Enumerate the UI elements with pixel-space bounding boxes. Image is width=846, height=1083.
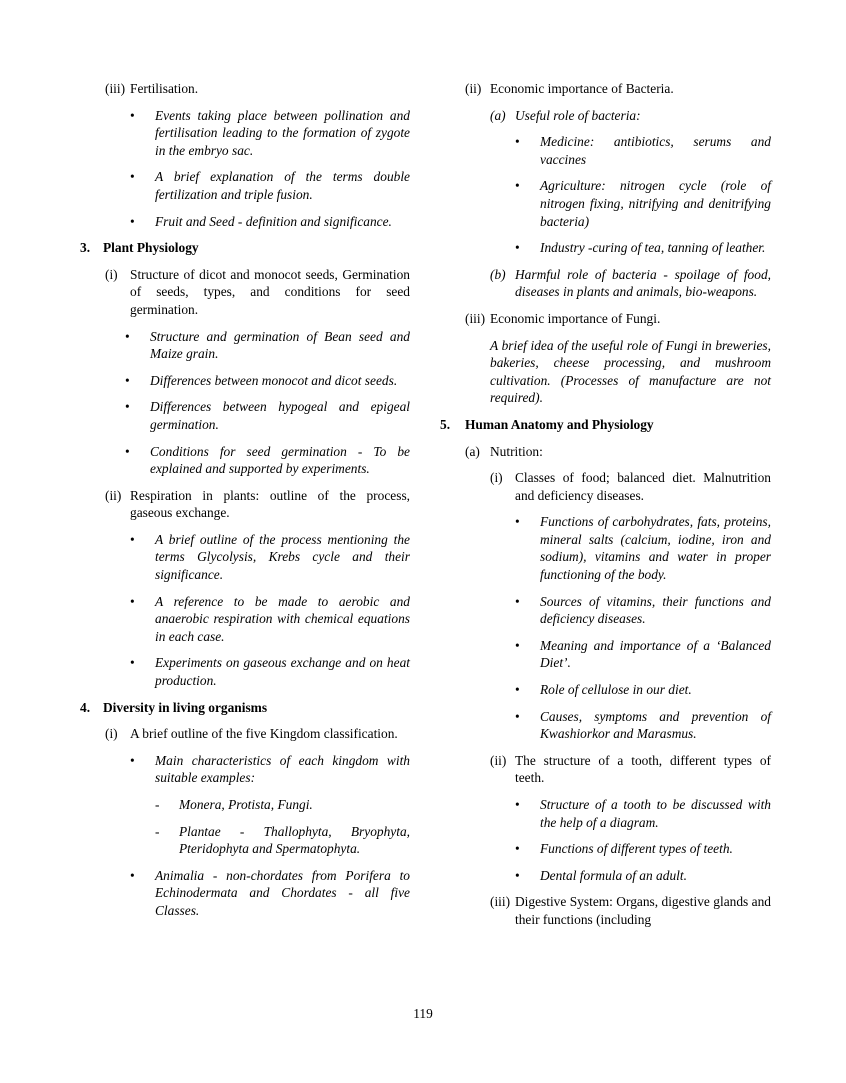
list-item (155, 823, 410, 858)
subsection (465, 80, 771, 98)
bullet-icon: • (125, 443, 130, 459)
subsection (490, 266, 771, 301)
subsection (105, 725, 410, 743)
bullet-text: Fruit and Seed - definition and significance. (155, 213, 392, 229)
bullet-text: Conditions for seed germination - To be explained and supported by experiments. (150, 443, 410, 477)
bullet-icon: • (515, 134, 520, 150)
bullet-text: Medicine: antibiotics, serums and vaccines (540, 134, 771, 167)
bullet-icon: • (125, 399, 130, 415)
bullet-icon: • (130, 169, 135, 185)
bullet-icon: • (515, 797, 520, 812)
bullet-text: Functions of different types of teeth. (540, 841, 733, 857)
page-number: 119 (413, 1006, 433, 1021)
list-item (125, 398, 410, 433)
list-item (130, 654, 410, 689)
list-item (130, 752, 410, 787)
item-text: A brief outline of the five Kingdom classification. (130, 726, 398, 742)
item-text: Digestive System: Organs, digestive glands and their functions (including (515, 894, 771, 927)
bullet-icon: • (515, 708, 520, 724)
list-item (130, 867, 410, 920)
bullet-text: Dental formula of an adult. (540, 867, 687, 883)
list-item (130, 107, 410, 160)
bullet-icon: • (515, 178, 520, 194)
bullet-text: Agriculture: nitrogen cycle (role of nitrogen fixing, nitrifying and denitrifying bacteria) (540, 178, 771, 229)
bullet-text: Sources of vitamins, their functions and deficiency diseases. (540, 593, 771, 627)
item-text: Structure of dicot and monocot seeds, Germination of seeds, types, and conditions for seed germination. (130, 266, 410, 317)
item-label: (i) (105, 726, 118, 742)
dash-text: Plantae - Thallophyta, Bryophyta, Pteridophyta and Spermatophyta. (179, 823, 410, 857)
section-heading (80, 239, 410, 257)
section-number: 4. (80, 699, 91, 715)
section-title: Diversity in living organisms (103, 699, 268, 715)
list-item (515, 239, 771, 257)
list-item (130, 168, 410, 203)
list-item (515, 637, 771, 672)
bullet-icon: • (130, 655, 135, 671)
item-text: Nutrition: (490, 443, 543, 459)
item-text: Fertilisation. (130, 81, 199, 96)
bullet-icon: • (130, 867, 135, 883)
bullet-text: Functions of carbohydrates, fats, proteins, mineral salts (calcium, iodine, iron and sodium), vitamins and water in proper functioning of the body. (540, 514, 771, 583)
subsection (465, 443, 771, 461)
item-label: (iii) (490, 894, 511, 910)
list-item (125, 328, 410, 363)
bullet-text: Differences between hypogeal and epigeal germination. (150, 399, 410, 432)
bullet-text: Main characteristics of each kingdom with suitable examples: (155, 752, 410, 786)
list-item (515, 681, 771, 699)
right-column (440, 80, 771, 929)
list-item (125, 443, 410, 478)
bullet-text: Industry -curing of tea, tanning of leather. (540, 240, 766, 256)
list-item (515, 513, 771, 583)
dash-text: Monera, Protista, Fungi. (179, 797, 313, 812)
item-label: (ii) (465, 81, 482, 96)
item-text: Economic importance of Fungi. (490, 310, 661, 326)
subsection (490, 893, 771, 928)
section-title: Human Anatomy and Physiology (465, 416, 654, 432)
list-item (515, 177, 771, 230)
item-label: (ii) (490, 752, 507, 768)
section-title: Plant Physiology (103, 240, 199, 256)
bullet-icon: • (515, 637, 520, 653)
list-item (515, 593, 771, 628)
item-text: Harmful role of bacteria - spoilage of food, diseases in plants and animals, bio-weapons. (515, 266, 771, 300)
bullet-text: Causes, symptoms and prevention of Kwashiorkor and Marasmus. (540, 708, 771, 742)
item-label: (iii) (105, 81, 126, 96)
bullet-text: A brief explanation of the terms double fertilization and triple fusion. (155, 169, 410, 202)
dash-icon: - (155, 797, 160, 812)
item-text: Respiration in plants: outline of the process, gaseous exchange. (130, 487, 410, 521)
bullet-icon: • (130, 213, 135, 229)
bullet-icon: • (130, 107, 135, 123)
section-number: 3. (80, 240, 91, 256)
bullet-icon: • (130, 531, 135, 547)
subsection (490, 752, 771, 787)
item-text: Useful role of bacteria: (515, 107, 641, 123)
item-label: (ii) (105, 487, 122, 503)
subsection (105, 266, 410, 319)
bullet-icon: • (515, 682, 520, 698)
bullet-icon: • (125, 372, 130, 388)
bullet-icon: • (515, 593, 520, 609)
bullet-text: Differences between monocot and dicot seeds. (150, 372, 398, 388)
list-item (130, 531, 410, 584)
item-label: (a) (465, 443, 480, 459)
bullet-icon: • (515, 240, 520, 256)
bullet-icon: • (515, 841, 520, 857)
subsection (490, 107, 771, 125)
list-item (515, 133, 771, 168)
section-number: 5. (440, 416, 451, 432)
bullet-text: Animalia - non-chordates from Porifera to Echinodermata and Chordates - all five Classes. (155, 867, 410, 918)
bullet-icon: • (130, 752, 135, 768)
bullet-text: Events taking place between pollination and fertilisation leading to the formation of zygote in the embryo sac. (155, 107, 410, 158)
item-label: (b) (490, 266, 506, 282)
list-item (515, 867, 771, 885)
item-text: The structure of a tooth, different types of teeth. (515, 752, 771, 786)
bullet-text: Experiments on gaseous exchange and on heat production. (155, 655, 410, 689)
item-label: (iii) (465, 310, 486, 326)
left-column (80, 80, 410, 920)
list-item (155, 796, 410, 814)
list-item (515, 708, 771, 743)
section-heading (440, 416, 771, 434)
bullet-text: A reference to be made to aerobic and anaerobic respiration with chemical equations in each case. (155, 593, 410, 644)
bullet-icon: • (515, 867, 520, 883)
subsection (490, 469, 771, 504)
list-item (130, 213, 410, 231)
list-item (515, 840, 771, 858)
bullet-text: Meaning and importance of a ‘Balanced Diet’. (540, 637, 771, 671)
list-item (130, 593, 410, 646)
paragraph: A brief idea of the useful role of Fungi in breweries, bakeries, cheese processing, and mushroom cultivation. (Processes of manufacture are not required). (490, 337, 771, 406)
bullet-text: Structure of a tooth to be discussed with the help of a diagram. (540, 797, 771, 830)
dash-icon: - (155, 823, 160, 839)
bullet-text: Structure and germination of Bean seed and Maize grain. (150, 328, 410, 362)
section-heading (80, 699, 410, 717)
item-label: (i) (105, 266, 118, 282)
item-text: Classes of food; balanced diet. Malnutrition and deficiency diseases. (515, 470, 771, 503)
item-text: Economic importance of Bacteria. (490, 81, 674, 96)
bullet-icon: • (515, 514, 520, 530)
bullet-text: A brief outline of the process mentioning the terms Glycolysis, Krebs cycle and their significance. (155, 531, 410, 583)
fertilisation-heading (105, 80, 410, 98)
item-label: (i) (490, 470, 503, 486)
list-item (125, 372, 410, 390)
item-label: (a) (490, 107, 506, 123)
bullet-icon: • (125, 328, 130, 344)
list-item (515, 796, 771, 831)
bullet-icon: • (130, 593, 135, 609)
subsection (105, 487, 410, 522)
bullet-text: Role of cellulose in our diet. (540, 682, 692, 698)
subsection (465, 310, 771, 328)
